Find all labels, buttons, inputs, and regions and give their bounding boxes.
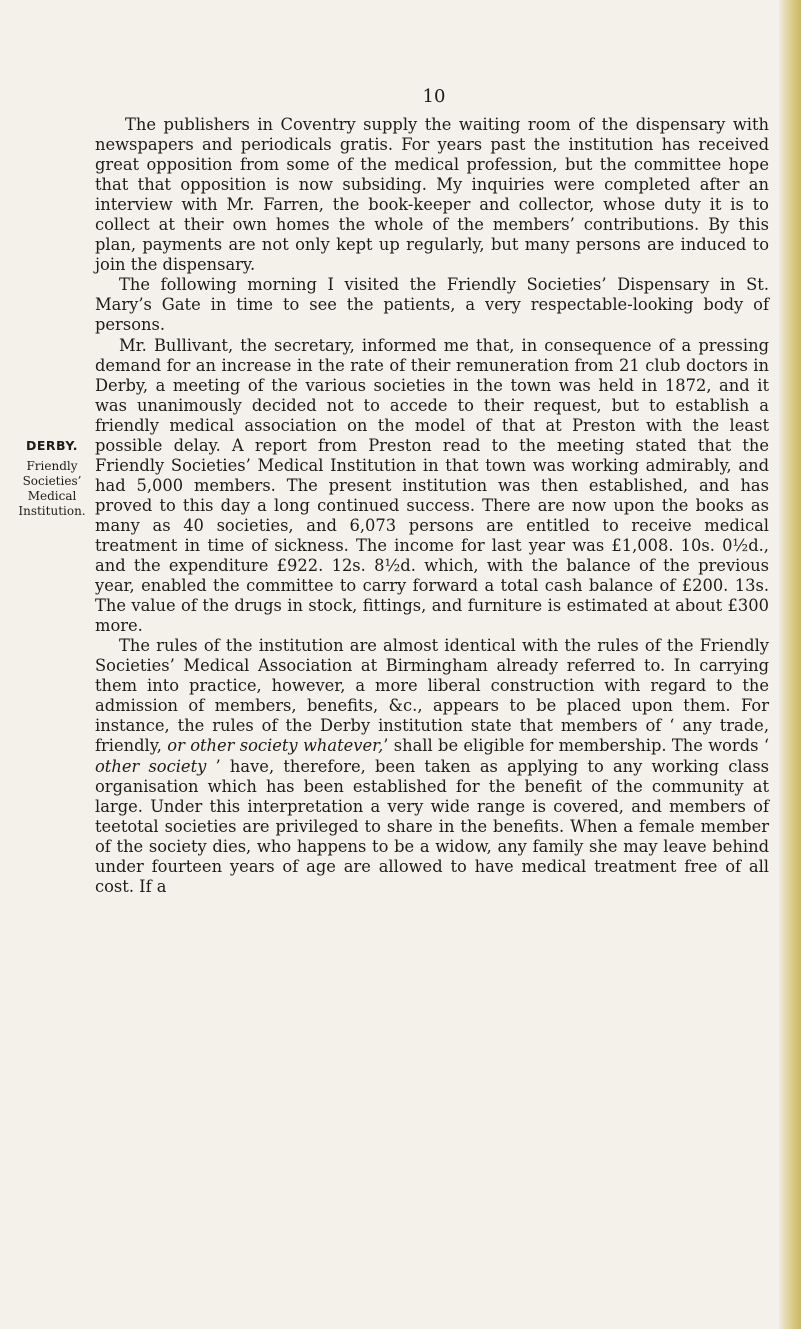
paragraph-text: ’ have, therefore, been taken as applying to any working class organisation which has been established for the benefit of the community at large. Under this interpretation a very wide range is covered, and members of teetotal societies are privileged to share in the benefits. When a female member of the society dies, who happens to be a widow, any family she may leave behind under fourteen years of age are allowed to have medical treatment free of all cost. If a (95, 756, 769, 896)
paragraph (95, 636, 769, 897)
page-number: 10 (422, 86, 446, 107)
body-text (95, 115, 769, 897)
paragraph: The publishers in Coventry supply the waiting room of the dispensary with newspapers and periodicals gratis. For years past the institution has received great opposition from some of the medical profession, but the committee hope that that opposition is now subsiding. My inquiries were completed after an interview with Mr. Farren, the book-keeper and collector, whose duty it is to collect at their own homes the whole of the members’ contributions. By this plan, payments are not only kept up regularly, but many persons are induced to join the dispensary. (95, 115, 769, 275)
margin-notes (6, 438, 98, 519)
margin-line: Institution. (18, 504, 86, 518)
italic-phrase: or other society whatever, (167, 736, 384, 756)
margin-heading: DERBY. (25, 438, 79, 453)
paragraph-text: The rules of the institution are almost identical with the rules of the Friendly Societies’ Medical Association at Birmingham already referred to. In carrying them into practice, however, a more liberal construction with regard to the admission of members, benefits, &c., appears to be placed upon them. For instance, the rules of the Derby institution state that members of ‘ any trade, friendly, (95, 636, 769, 756)
paragraph: The following morning I visited the Friendly Societies’ Dispensary in St. Mary’s Gate in time to see the patients, a very respectable-looking body of persons. (95, 275, 769, 335)
margin-line: Medical (27, 489, 77, 503)
paragraph-text: ’ shall be eligible for membership. The words ‘ (383, 736, 769, 756)
italic-phrase: other society (95, 756, 207, 776)
paragraph: Mr. Bullivant, the secretary, informed me that, in consequence of a pressing demand for an increase in the rate of their remuneration from 21 club doctors in Derby, a meeting of the various societies in the town was held in 1872, and it was unanimously decided not to accede to their request, but to establish a friendly medical association on the model of that at Preston with the least possible delay. A report from Preston read to the meeting stated that the Friendly Societies’ Medical Institution in that town was working admirably, and had 5,000 members. The present institution was then established, and has proved to this day a long continued success. There are now upon the books as many as 40 societies, and 6,073 persons are entitled to receive medical treatment in time of sickness. The income for last year was £1,008. 10s. 0½d., and the expenditure £922. 12s. 8½d. which, with the balance of the previous year, enabled the committee to carry forward a total cash balance of £200. 13s. The value of the drugs in stock, fittings, and furniture is estimated at about £300 more. (95, 335, 769, 636)
page-edge (779, 0, 801, 1329)
margin-line: Friendly (26, 459, 78, 473)
margin-line: Societies’ (22, 474, 82, 488)
